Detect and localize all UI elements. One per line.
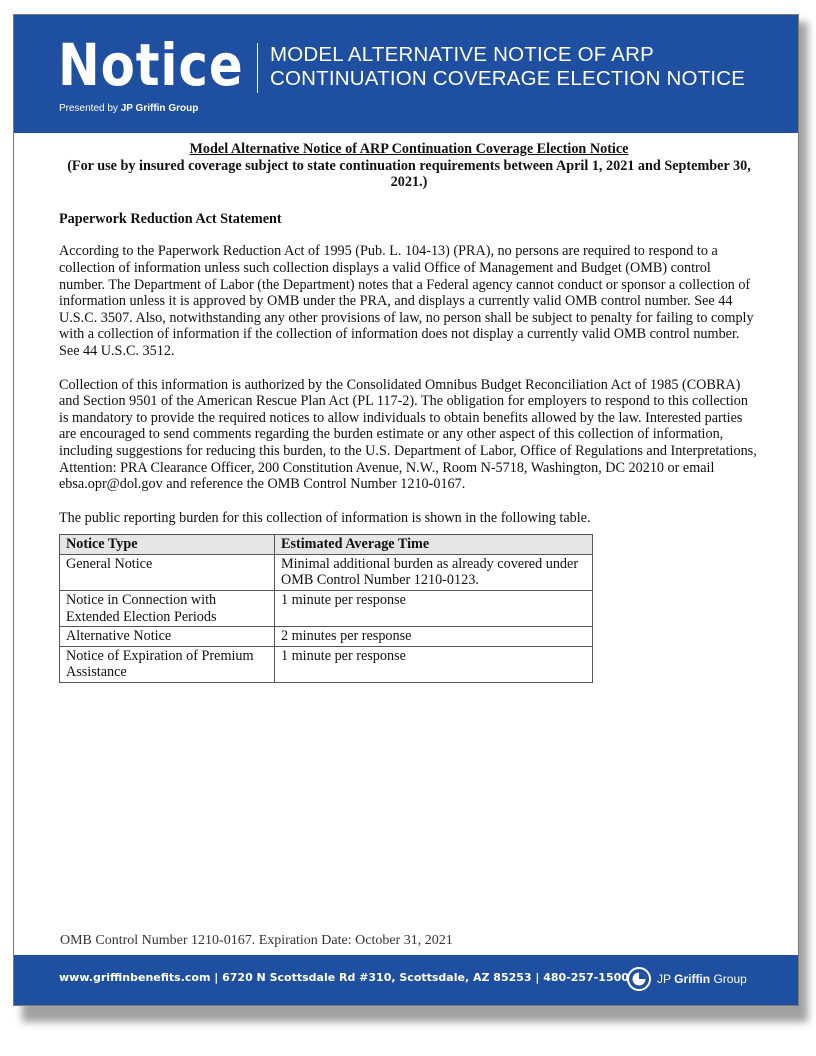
document-title-line1: Model Alternative Notice of ARP Continuation Coverage Election Notice [189, 141, 629, 157]
table-cell: 1 minute per response [275, 646, 593, 682]
table-header-cell: Estimated Average Time [275, 535, 593, 555]
footer-contact: www.griffinbenefits.com | 6720 N Scottsdale Rd #310, Scottsdale, AZ 85253 | 480-257-1500 [59, 971, 629, 984]
table-cell: 2 minutes per response [275, 627, 593, 647]
griffin-logo-icon [627, 967, 651, 991]
presented-company: JP Griffin Group [120, 103, 199, 114]
table-cell: Alternative Notice [60, 627, 275, 647]
header-divider [257, 43, 258, 93]
table-row [60, 591, 593, 627]
document-page [13, 14, 799, 1006]
logo-bold: Griffin [674, 972, 711, 986]
table-cell: Notice in Connection with Extended Election Periods [60, 591, 275, 627]
logo-prefix: JP [657, 972, 675, 986]
paragraph-authorization: Collection of this information is authorized by the Consolidated Omnibus Budget Reconciliation Act of 1985 (COBRA) and Section 9501 of the American Rescue Plan Act (PL 117-2). The obligation for employers to respond to this collection is mandatory to provide the required notices to allow individuals to obtain benefits allowed by the law. Interested parties are encouraged to send comments regarding the burden estimate or any other aspect of this collection of information, including suggestions for reducing this burden, to the U.S. Department of Labor, Office of Regulations and Interpretations, Attention: PRA Clearance Officer, 200 Constitution Avenue, N.W., Room N-5718, Washington, DC 20210 or email ebsa.opr@dol.gov and reference the OMB Control Number 1210-0167. [59, 376, 757, 493]
document-title-line2: (For use by insured coverage subject to state continuation requirements between April 1, 2021 and September 30, 2021.) [67, 157, 751, 191]
table-header-cell: Notice Type [60, 535, 275, 555]
paragraph-pra: According to the Paperwork Reduction Act of 1995 (Pub. L. 104-13) (PRA), no persons are required to respond to a collection of information unless such collection displays a valid Office of Management and Budget (OMB) control number. The Department of Labor (the Department) notes that a Federal agency cannot conduct or sponsor a collection of information unless it is approved by OMB under the PRA, and displays a currently valid OMB control number. See 44 U.S.C. 3507. Also, notwithstanding any other provisions of law, no person shall be subject to penalty for failing to comply with a collection of information if the collection of information does not display a currently valid OMB control number. See 44 U.S.C. 3512. [59, 243, 754, 359]
header-title-line2: CONTINUATION COVERAGE ELECTION NOTICE [270, 67, 746, 90]
table-row [60, 554, 593, 590]
table-row [60, 646, 593, 682]
table-row [60, 627, 593, 647]
header-title-line1: MODEL ALTERNATIVE NOTICE OF ARP [270, 43, 654, 66]
footer-logo-text [657, 972, 747, 986]
paragraph-burden-intro: The public reporting burden for this collection of information is shown in the following table. [59, 509, 591, 526]
table-header-row [60, 535, 593, 555]
document-body [59, 141, 759, 683]
table-cell: Notice of Expiration of Premium Assistance [60, 646, 275, 682]
table-cell: Minimal additional burden as already covered under OMB Control Number 1210-0123. [275, 554, 593, 590]
presented-prefix: Presented by [59, 103, 121, 114]
omb-control-footer: OMB Control Number 1210-0167. Expiration Date: October 31, 2021 [60, 933, 453, 948]
burden-table [59, 534, 593, 683]
table-cell: 1 minute per response [275, 591, 593, 627]
section-heading: Paperwork Reduction Act Statement [59, 210, 282, 227]
header-title [270, 43, 745, 91]
logo-suffix: Group [710, 972, 747, 986]
brand-word: Notice [58, 31, 244, 99]
footer-banner [14, 955, 798, 1005]
document-title [59, 141, 759, 191]
table-cell: General Notice [60, 554, 275, 590]
header-banner [14, 15, 798, 133]
presented-by [59, 103, 198, 114]
footer-logo [627, 967, 747, 991]
